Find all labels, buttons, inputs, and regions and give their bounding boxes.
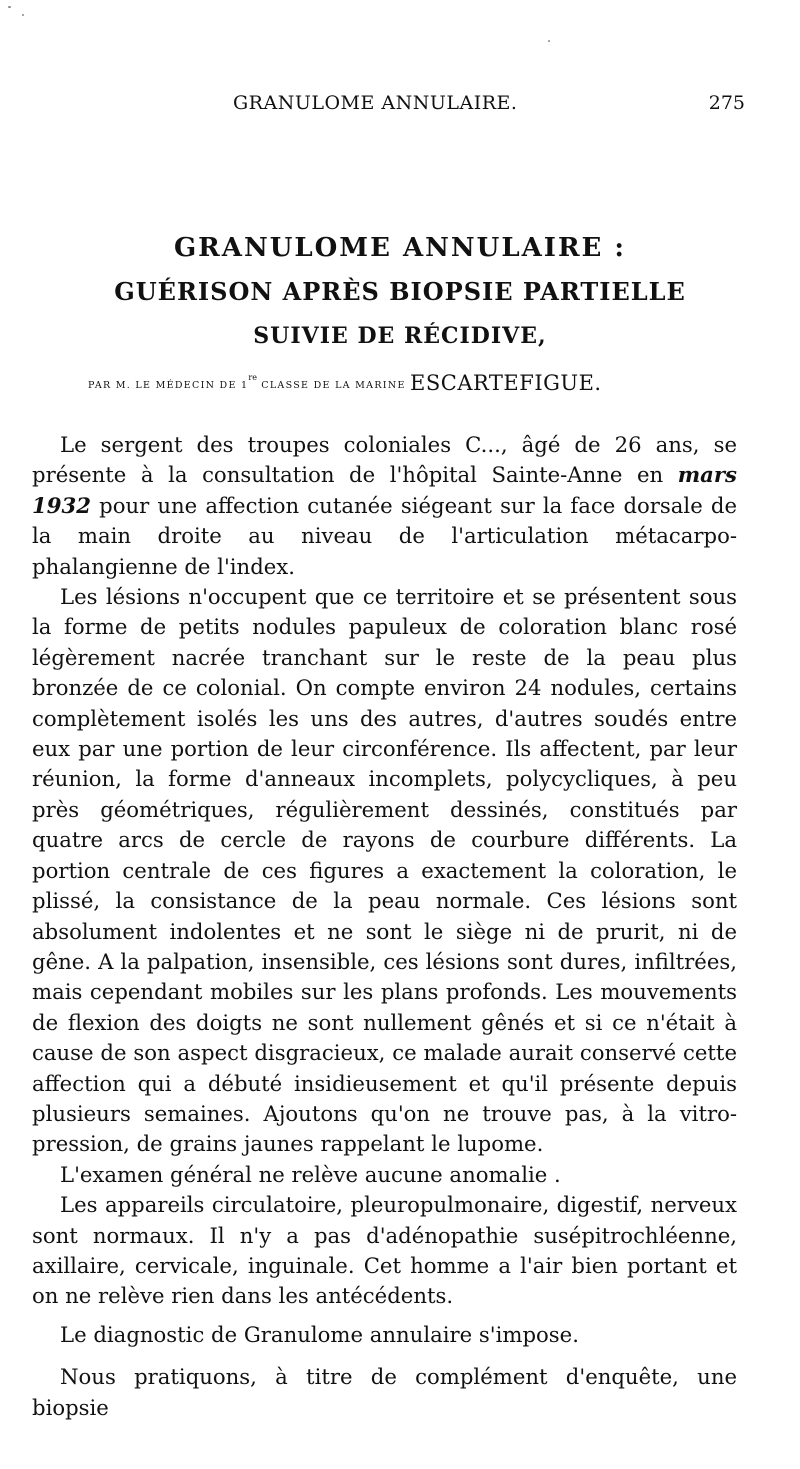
paragraph-1-end: pour une affection cutanée siégeant sur la face dorsale de la main droite au niveau de l'articulation métacarpo-phalangienne de l'index. [32, 492, 737, 579]
author-byline [88, 371, 728, 395]
paragraph-6: Nous pratiquons, à titre de complément d'enquête, une biopsie [32, 1364, 737, 1420]
paper-speck [548, 40, 550, 42]
paragraph-2: Les lésions n'occupent que ce territoire et se présentent sous la forme de petits nodules papuleux de coloration blanc rosé légèrement nacrée tranchant sur le reste de la peau plus bronzée de ce colonial. On compte environ 24 nodules, certains complètement isolés les uns des autres, d'autres soudés entre eux par une portion de leur circonférence. Ils affectent, par leur réunion, la forme d'anneaux incomplets, polycycliques, à peu près géométriques, régulièrement dessinés, constitués par quatre arcs de cercle de rayons de courbure différents. La portion centrale de ces figures a exactement la coloration, le plissé, la consistance de la peau normale. Ces lésions sont absolument indolentes et ne sont le siège ni de prurit, ni de gêne. A la palpation, insensible, ces lésions sont dures, infiltrées, mais cependant mobiles sur les plans profonds. Les mouvements de flexion des doigts ne sont nullement gênés et si ce n'était à cause de son aspect disgracieux, ce malade aurait conservé cette affection qui a débuté insidieusement et qu'il présente depuis plusieurs semaines. Ajoutons qu'on ne trouve pas, à la vitro-pression, de grains jaunes rappelant le lupome. [32, 584, 737, 1157]
title-line-1: GRANULOME ANNULAIRE : [173, 233, 627, 263]
running-head [55, 92, 745, 122]
title-line-3: SUIVIE DE RÉCIDIVE, [253, 323, 547, 349]
paragraph-5: Le diagnostic de Granulome annulaire s'impose. [60, 1321, 579, 1347]
author-name: ESCARTEFIGUE. [410, 371, 602, 395]
body-text [32, 430, 737, 1423]
title-line-2: GUÉRISON APRÈS BIOPSIE PARTIELLE [114, 277, 686, 306]
paragraph-4: Les appareils circulatoire, pleuropulmonaire, digestif, nerveux sont normaux. Il n'y a pas d'adénopathie susépitrochléenne, axillaire, cervicale, inguinale. Cet homme a l'air bien portant et on ne relève rien dans les antécédents. [32, 1192, 737, 1309]
paragraph-1-start: Le sergent des troupes coloniales C..., âgé de 26 ans, se présente à la consultation de l'hôpital Sainte-Anne en [32, 432, 737, 488]
byline-superscript: re [248, 373, 257, 382]
paragraph-3: L'examen général ne relève aucune anomalie . [60, 1161, 561, 1187]
article-title [40, 228, 760, 356]
paper-speck [8, 6, 11, 8]
paragraph-1-date: mars 1932 [32, 462, 737, 518]
paper-speck [22, 14, 24, 16]
page-number: 275 [708, 92, 745, 114]
byline-middle: CLASSE DE LA MARINE [256, 380, 411, 391]
paragraph-1 [32, 430, 737, 582]
running-head-title: GRANULOME ANNULAIRE. [233, 92, 518, 114]
byline-prefix: PAR M. LE MÉDECIN DE 1 [88, 380, 249, 391]
